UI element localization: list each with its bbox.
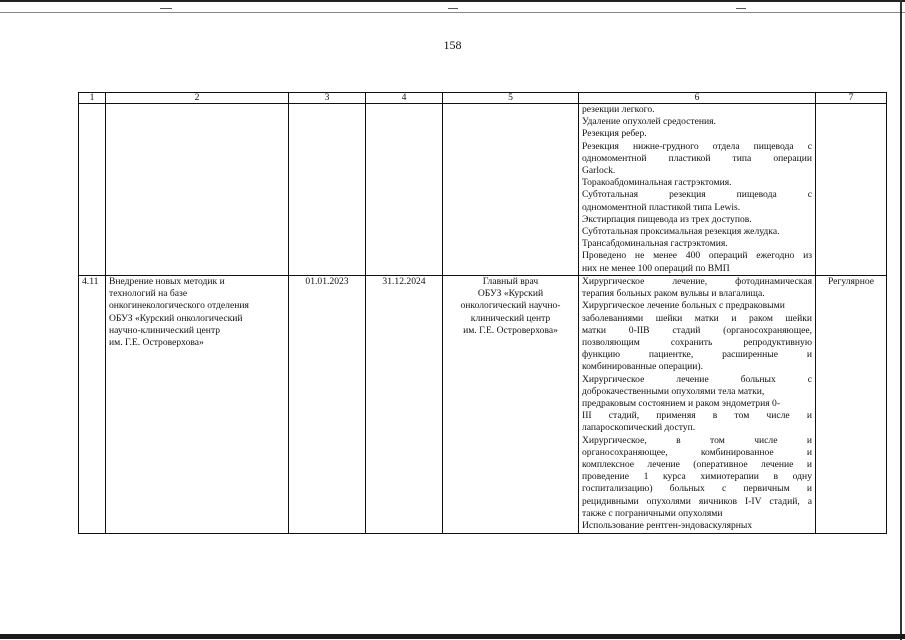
description-line: резекции легкого.	[582, 104, 655, 115]
description-line: рецидивными опухолями яичников I-IV стадий, а	[582, 495, 812, 507]
cell-responsible: Главный врач ОБУЗ «Курский онкологический научно- клинический центр им. Г.Е. Островерхова»	[443, 276, 579, 534]
column-header: 1	[79, 93, 106, 104]
column-header: 5	[443, 93, 579, 104]
table-row	[79, 104, 887, 276]
description-line: комплексное лечение (оперативное лечение и	[582, 459, 812, 471]
description-line: Резекция ребер.	[582, 128, 647, 140]
column-header: 7	[816, 93, 887, 104]
description-line: позволяющим сохранить репродуктивную	[582, 337, 812, 349]
description-line: Хирургическое лечение больных с	[582, 373, 812, 385]
cell-number: 4.11	[79, 276, 106, 534]
cell-measure	[106, 104, 289, 276]
cell-end-date	[366, 104, 443, 276]
cell-number	[79, 104, 106, 276]
document-table	[78, 92, 887, 534]
cell-end-date: 31.12.2024	[366, 276, 443, 534]
description-line: органосохраняющее, комбинированное и	[582, 446, 812, 458]
description-line: Экстирпация пищевода из трех доступов.	[582, 213, 752, 225]
description-line: Проведено не менее 400 операций ежегодно из	[582, 250, 812, 262]
description-line: госпитализацию) больных с первичным и	[582, 483, 812, 495]
page-number: 158	[443, 38, 462, 52]
cell-periodicity: Регулярное	[816, 276, 887, 534]
cell-description	[579, 276, 816, 534]
scan-mark	[448, 8, 458, 9]
description-line: доброкачественными опухолями тела матки,	[582, 385, 765, 397]
scan-edge-bottom	[0, 634, 905, 639]
table-header-row	[79, 93, 887, 104]
column-header: 2	[106, 93, 289, 104]
description-line: III стадий, применяя в том числе и	[582, 410, 812, 422]
description-line: предраковым состоянием и раком эндометрия 0-	[582, 398, 781, 410]
description-line: матки 0-IIB стадий (органосохраняющее,	[582, 324, 812, 336]
description-line: Субтотальная резекция пищевода с	[582, 189, 812, 201]
cell-measure: Внедрение новых методик и технологий на базе онкогинекологического отделения ОБУЗ «Курский онкологический научно-клинический центр им. Г.Е. Островерхова»	[106, 276, 289, 534]
cell-responsible	[443, 104, 579, 276]
description-line: комбинированные операции).	[582, 361, 704, 373]
description-line: одномоментной пластикой типа операции	[582, 152, 812, 164]
cell-start-date	[289, 104, 366, 276]
description-line: лапароскопический доступ.	[582, 422, 696, 434]
description-line: Хирургическое лечение больных с предраковыми	[582, 300, 785, 312]
description-line: терапия больных раком вульвы и влагалища.	[582, 288, 765, 300]
description-line: Garlock.	[582, 165, 616, 177]
description-line: Удаление опухолей средостения.	[582, 116, 716, 128]
description-line: Хирургическое, в том числе и	[582, 434, 812, 446]
scan-edge-top-faint	[0, 12, 905, 13]
cell-periodicity	[816, 104, 887, 276]
description-line: Использование рентген-эндоваскулярных	[582, 520, 753, 532]
description-line: Субтотальная проксимальная резекция желудка.	[582, 226, 780, 238]
description-line: Хирургическое лечение, фотодинамическая	[582, 276, 812, 287]
scan-edge-top	[0, 0, 905, 2]
description-line: Торакоабдоминальная гастрэктомия.	[582, 177, 732, 189]
table-row	[79, 276, 887, 534]
description-line: функцию пациентке, расширенные и	[582, 349, 812, 361]
description-line: также с пограничными опухолями	[582, 507, 723, 519]
description-line: заболеваниями шейки матки и раком шейки	[582, 312, 812, 324]
description-line: них не менее 100 операций по ВМП	[582, 262, 730, 274]
column-header: 4	[366, 93, 443, 104]
column-header: 6	[579, 93, 816, 104]
column-header: 3	[289, 93, 366, 104]
scan-mark	[736, 8, 746, 9]
cell-description	[579, 104, 816, 276]
description-line: Трансабдоминальная гастрэктомия.	[582, 238, 728, 250]
cell-start-date: 01.01.2023	[289, 276, 366, 534]
description-line: Резекция нижне-грудного отдела пищевода с	[582, 140, 812, 152]
description-line: проведение 1 курса химиотерапии в одну	[582, 471, 812, 483]
scan-mark	[160, 8, 172, 9]
description-line: одномоментной пластикой типа Lewis.	[582, 201, 741, 213]
scan-edge-right	[900, 0, 902, 640]
